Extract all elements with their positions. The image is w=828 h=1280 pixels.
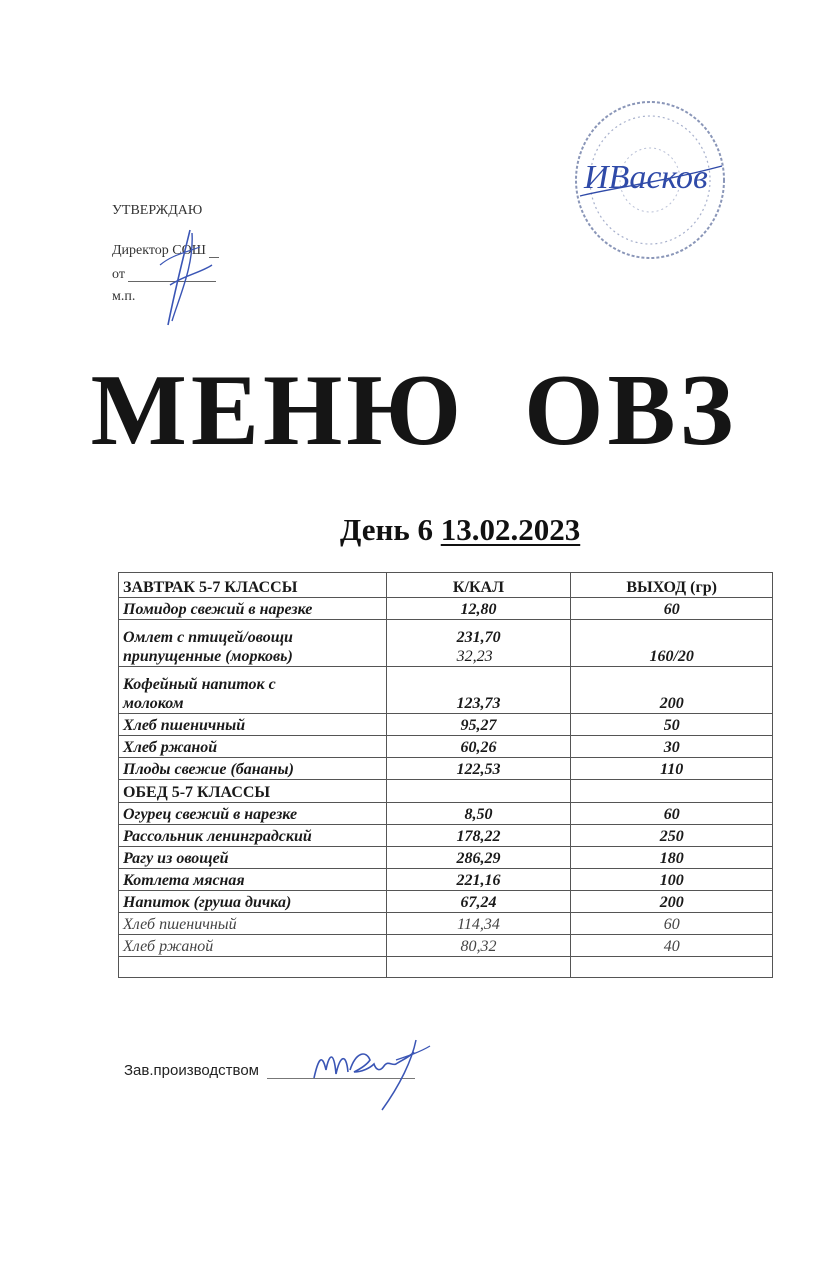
- dish-name: [119, 620, 387, 667]
- dish-name-line2: припущенные (морковь): [123, 648, 293, 665]
- menu-table: [118, 572, 773, 978]
- header-kcal: К/КАЛ: [386, 573, 571, 598]
- table-row: [119, 891, 773, 913]
- dish-kcal-line1: 231,70: [456, 629, 501, 646]
- dish-name: Рагу из овощей: [119, 847, 387, 869]
- round-stamp: [572, 96, 728, 262]
- lunch-section-row: [119, 780, 773, 803]
- header-output: ВЫХОД (гр): [571, 573, 773, 598]
- dish-name: Напиток (груша дичка): [119, 891, 387, 913]
- lunch-header-empty-output: [571, 780, 773, 803]
- dish-name: Рассольник ленинградский: [119, 825, 387, 847]
- dish-kcal: 178,22: [386, 825, 571, 847]
- dish-kcal: 286,29: [386, 847, 571, 869]
- table-row: [119, 620, 773, 667]
- seal-label: м.п.: [112, 289, 136, 304]
- dish-kcal: 123,73: [386, 667, 571, 714]
- dish-kcal: 122,53: [386, 758, 571, 780]
- empty-cell: [119, 957, 387, 978]
- table-row: [119, 803, 773, 825]
- dish-name: Хлеб ржаной: [119, 736, 387, 758]
- dish-name-line2: молоком: [123, 695, 184, 712]
- day-label: День 6: [340, 512, 433, 547]
- dish-kcal: 12,80: [386, 598, 571, 620]
- table-row: [119, 913, 773, 935]
- dish-name: Огурец свежий в нарезке: [119, 803, 387, 825]
- production-manager-signature: [296, 1030, 446, 1115]
- empty-cell: [386, 957, 571, 978]
- table-row: [119, 598, 773, 620]
- dish-kcal: 114,34: [386, 913, 571, 935]
- approve-label: УТВЕРЖДАЮ: [112, 203, 203, 218]
- director-signature: [150, 225, 230, 335]
- table-row: [119, 714, 773, 736]
- dish-output: 100: [571, 869, 773, 891]
- dish-output: 180: [571, 847, 773, 869]
- dish-kcal: 80,32: [386, 935, 571, 957]
- dish-output: 40: [571, 935, 773, 957]
- dish-output: 60: [571, 803, 773, 825]
- table-row: [119, 847, 773, 869]
- dish-kcal: 221,16: [386, 869, 571, 891]
- dish-name: Хлеб пшеничный: [119, 714, 387, 736]
- page-title: МЕНЮ ОВЗ: [90, 354, 738, 467]
- lunch-header-empty-kcal: [386, 780, 571, 803]
- dish-kcal: 60,26: [386, 736, 571, 758]
- dish-kcal-line2: 32,23: [456, 648, 493, 665]
- dish-kcal: 95,27: [386, 714, 571, 736]
- dish-name-line1: Омлет с птицей/овощи: [123, 629, 293, 646]
- dish-output: 160/20: [571, 620, 773, 667]
- lunch-header: ОБЕД 5-7 КЛАССЫ: [119, 780, 387, 803]
- dish-output: 30: [571, 736, 773, 758]
- dish-name: Помидор свежий в нарезке: [119, 598, 387, 620]
- table-row: [119, 758, 773, 780]
- dish-name: [119, 667, 387, 714]
- dish-kcal: 8,50: [386, 803, 571, 825]
- dish-output: 60: [571, 598, 773, 620]
- table-row-empty: [119, 957, 773, 978]
- dish-name: Хлеб ржаной: [119, 935, 387, 957]
- from-text: от: [112, 267, 125, 282]
- dish-kcal: [386, 620, 571, 667]
- dish-name: Плоды свежие (бананы): [119, 758, 387, 780]
- dish-name-line1: Кофейный напиток с: [123, 676, 276, 693]
- day-heading: [340, 512, 580, 548]
- dish-kcal: 67,24: [386, 891, 571, 913]
- day-date: 13.02.2023: [440, 512, 581, 547]
- stamp-signature: ИВасков: [584, 159, 708, 196]
- dish-output: 50: [571, 714, 773, 736]
- dish-output: 60: [571, 913, 773, 935]
- dish-output: 200: [571, 667, 773, 714]
- production-manager-label: Зав.производством: [124, 1062, 259, 1079]
- dish-output: 200: [571, 891, 773, 913]
- table-row: [119, 825, 773, 847]
- dish-name: Хлеб пшеничный: [119, 913, 387, 935]
- header-breakfast: ЗАВТРАК 5-7 КЛАССЫ: [119, 573, 387, 598]
- table-row: [119, 935, 773, 957]
- dish-name: Котлета мясная: [119, 869, 387, 891]
- empty-cell: [571, 957, 773, 978]
- table-header-row: [119, 573, 773, 598]
- table-row: [119, 736, 773, 758]
- dish-output: 250: [571, 825, 773, 847]
- table-row: [119, 869, 773, 891]
- director-text: Директор СОШ: [112, 243, 206, 258]
- dish-output: 110: [571, 758, 773, 780]
- table-row: [119, 667, 773, 714]
